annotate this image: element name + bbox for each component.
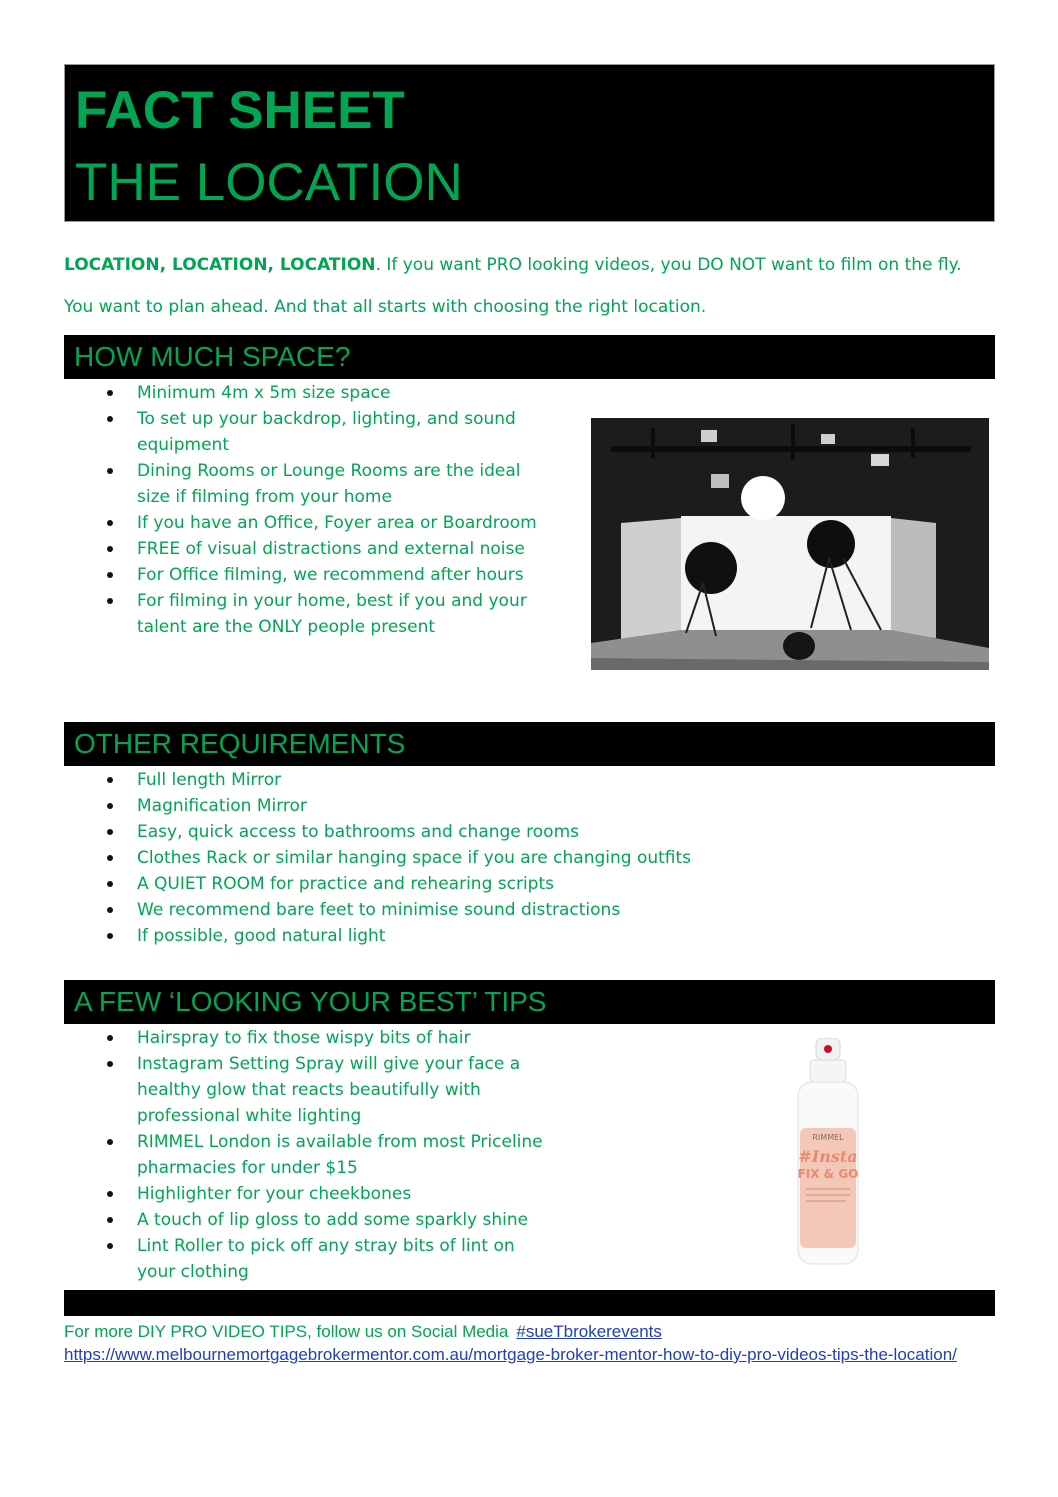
list-item: Easy, quick access to bathrooms and change rooms — [104, 819, 804, 845]
page-subtitle: THE LOCATION — [75, 153, 463, 212]
footer-follow-text: For more DIY PRO VIDEO TIPS, follow us on Social Media — [64, 1322, 509, 1341]
intro-line-1 — [64, 254, 962, 276]
intro-text: . If you want PRO looking videos, you DO NOT want to film on the fly. — [375, 255, 962, 275]
list-item: Full length Mirror — [104, 767, 804, 793]
section-heading-space: HOW MUCH SPACE? — [64, 335, 995, 379]
tips-list — [104, 1025, 544, 1285]
product-name-2: FIX & GO — [797, 1167, 859, 1181]
article-url-link[interactable]: https://www.melbournemortgagebrokermentor.com.au/mortgage-broker-mentor-how-to-diy-pro-videos-tips-the-location/ — [64, 1345, 957, 1364]
product-brand: RIMMEL — [812, 1133, 844, 1142]
intro-emphasis: LOCATION, LOCATION, LOCATION — [64, 255, 376, 275]
list-item: A QUIET ROOM for practice and rehearing scripts — [104, 871, 804, 897]
list-item: Clothes Rack or similar hanging space if you are changing outfits — [104, 845, 804, 871]
intro-line-2: You want to plan ahead. And that all starts with choosing the right location. — [64, 297, 707, 317]
list-item: To set up your backdrop, lighting, and sound equipment — [104, 406, 544, 458]
list-item: For Office filming, we recommend after hours — [104, 562, 544, 588]
requirements-list — [104, 767, 804, 949]
footer — [64, 1320, 1004, 1366]
list-item: Hairspray to fix those wispy bits of hair — [104, 1025, 544, 1051]
list-item: Highlighter for your cheekbones — [104, 1181, 544, 1207]
space-list — [104, 380, 544, 640]
section-heading-requirements: OTHER REQUIREMENTS — [64, 722, 995, 766]
list-item: Lint Roller to pick off any stray bits of lint on your clothing — [104, 1233, 544, 1285]
list-item: Magnification Mirror — [104, 793, 804, 819]
list-item: FREE of visual distractions and external noise — [104, 536, 544, 562]
list-item: For filming in your home, best if you and your talent are the ONLY people present — [104, 588, 544, 640]
list-item: If possible, good natural light — [104, 923, 804, 949]
list-item: A touch of lip gloss to add some sparkly shine — [104, 1207, 544, 1233]
setting-spray-product-photo — [792, 1038, 864, 1268]
hashtag-link[interactable]: #sueTbrokerevents — [516, 1322, 662, 1341]
footer-divider-bar — [64, 1290, 995, 1316]
list-item: RIMMEL London is available from most Priceline pharmacies for under $15 — [104, 1129, 544, 1181]
product-name-1: #Insta — [798, 1147, 858, 1166]
list-item: Instagram Setting Spray will give your face a healthy glow that reacts beautifully with professional white lighting — [104, 1051, 544, 1129]
page-title: FACT SHEET — [75, 81, 405, 140]
studio-photo — [591, 418, 989, 670]
spray-bottle-icon — [792, 1038, 864, 1268]
list-item: We recommend bare feet to minimise sound distractions — [104, 897, 804, 923]
list-item: If you have an Office, Foyer area or Boardroom — [104, 510, 544, 536]
title-banner — [64, 64, 995, 222]
list-item: Dining Rooms or Lounge Rooms are the ideal size if filming from your home — [104, 458, 544, 510]
list-item: Minimum 4m x 5m size space — [104, 380, 544, 406]
studio-illustration — [591, 418, 989, 670]
section-heading-tips: A FEW ‘LOOKING YOUR BEST’ TIPS — [64, 980, 995, 1024]
